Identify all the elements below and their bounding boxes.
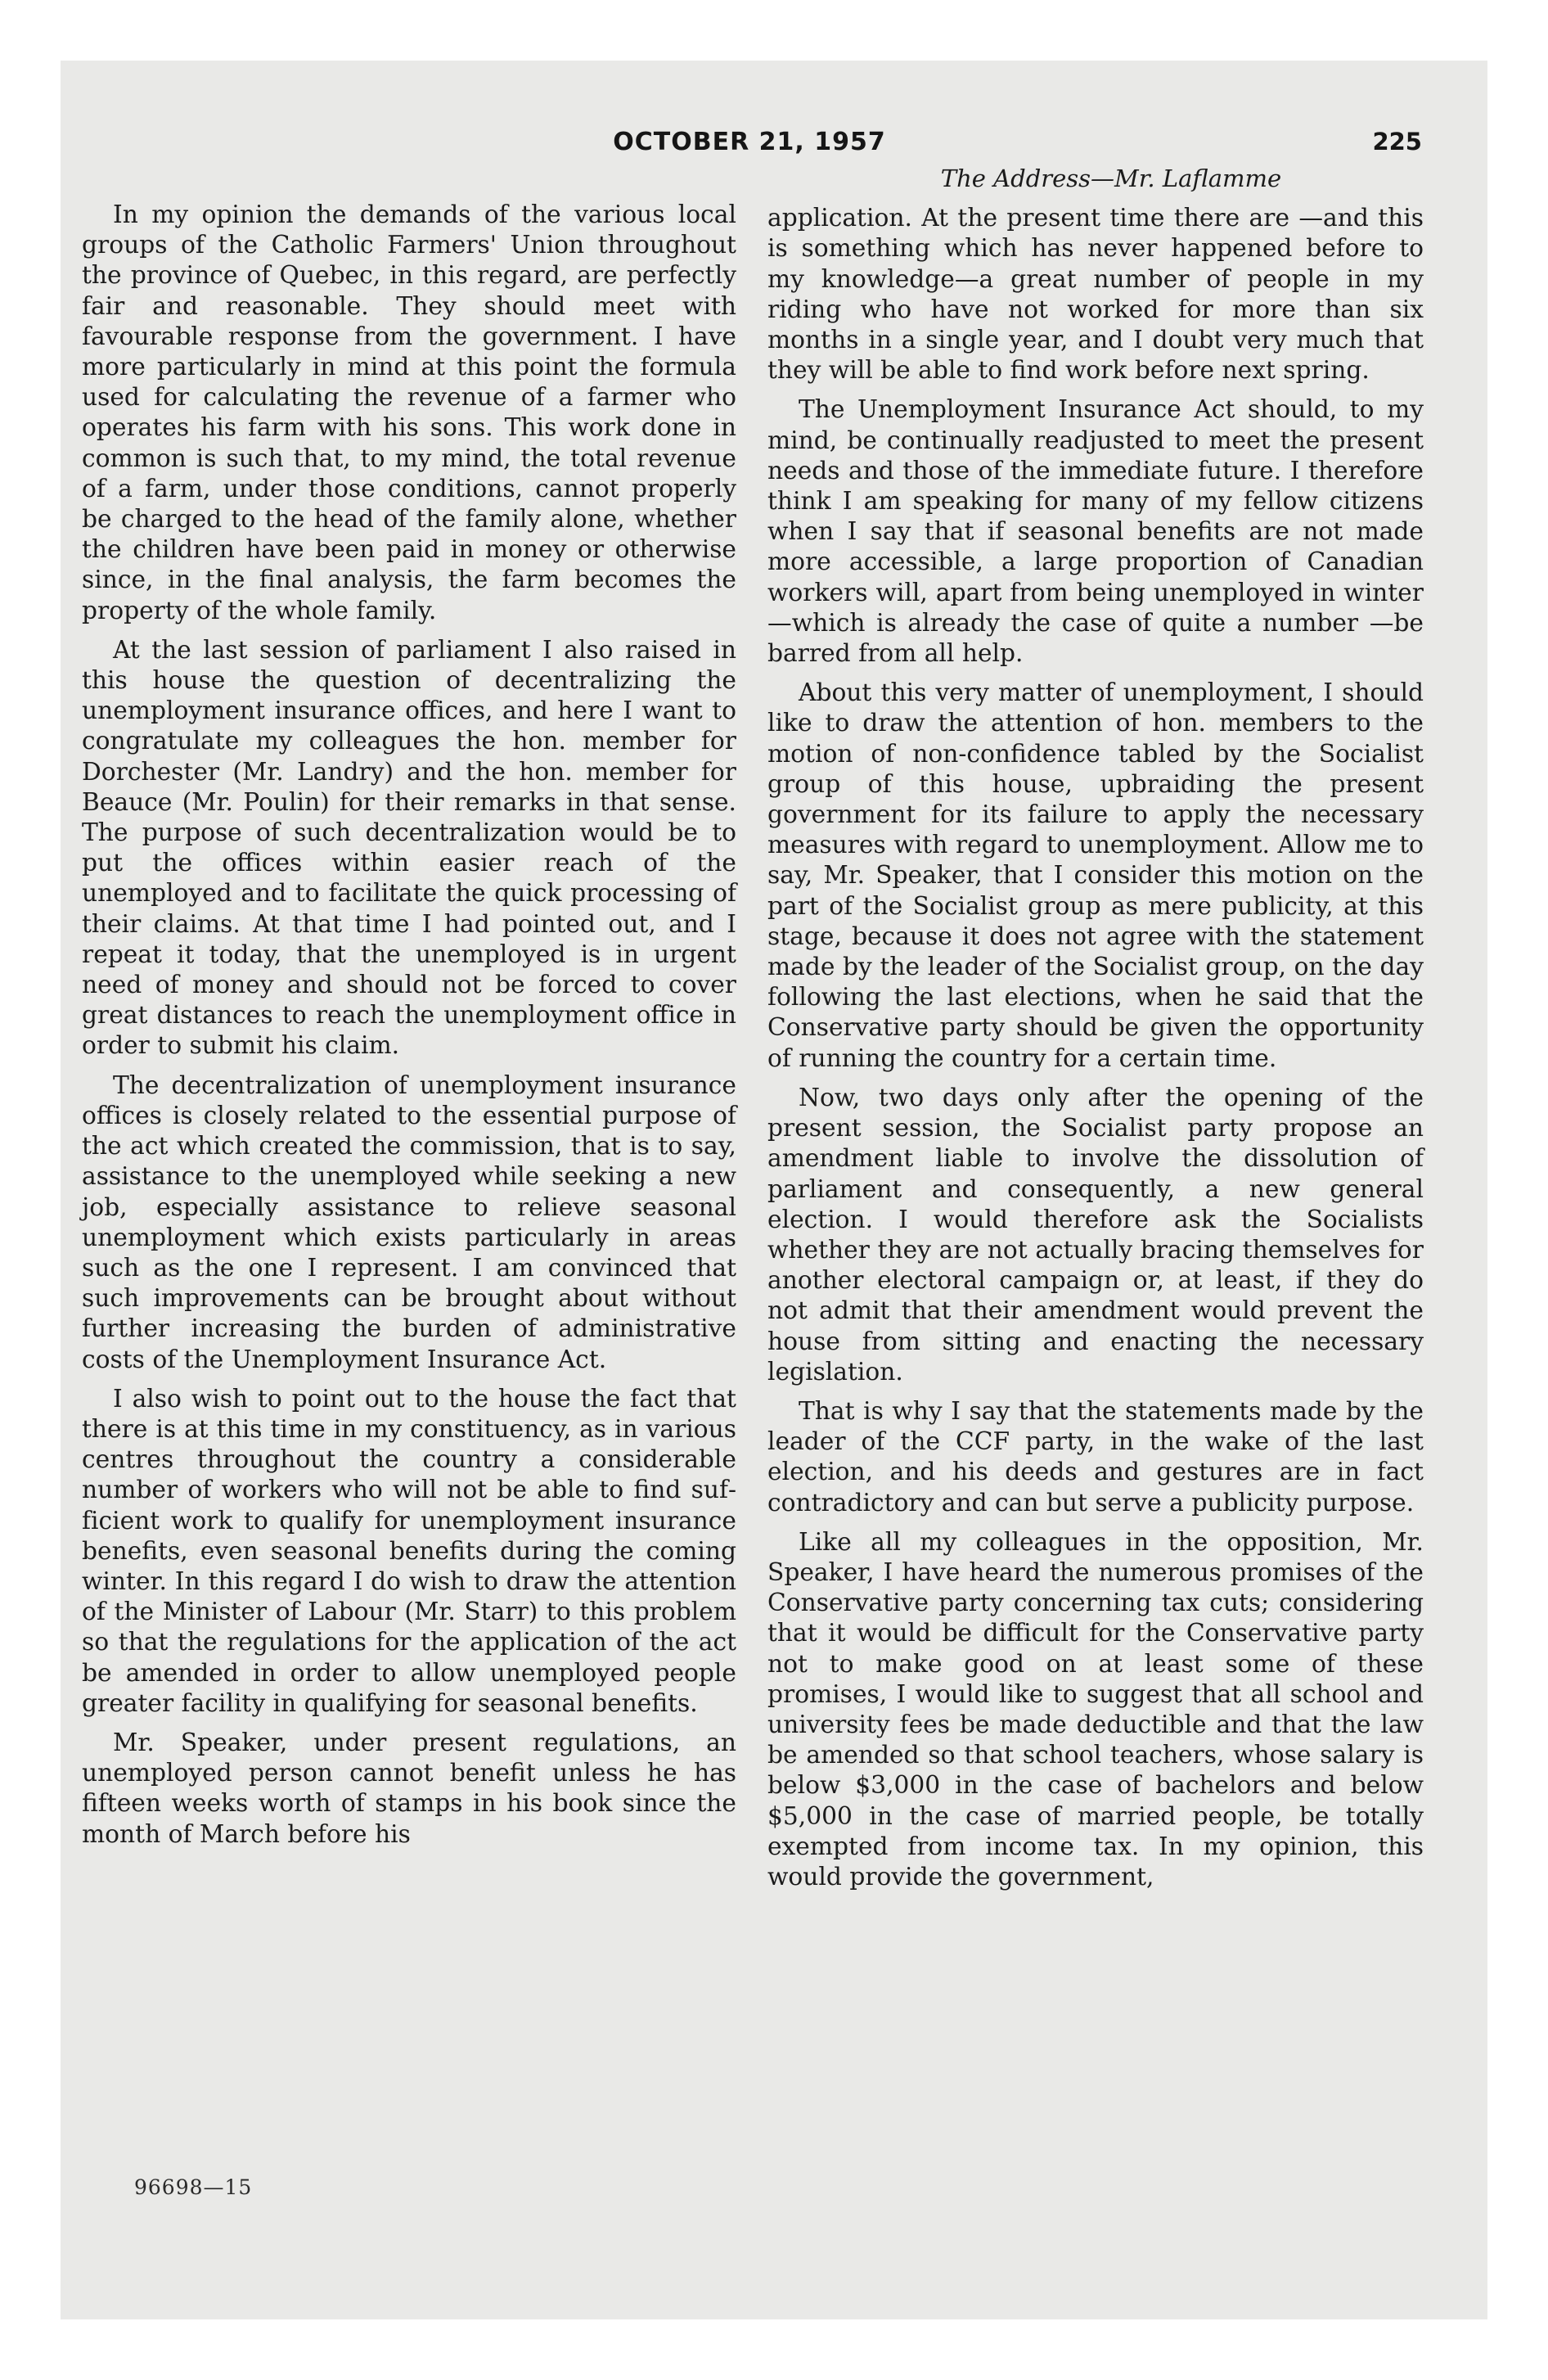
print-code: 96698—15 [134,2175,253,2199]
left-column [82,200,736,1859]
right-paragraph-1: The Unemployment Insurance Act should, to my mind, be continually readjusted to meet the present needs and those of the immediate future. I therefore think I am speaking for many of my fellow citizens when I say that if seasonal benefits are not made more accessible, a large proportion of Canadian workers will, apart from being unemployed in winter —which is already the case of quite a number —be barred from all help. [767,395,1424,669]
right-paragraph-2: About this very matter of unemployment, I should like to draw the attention of hon. members to the motion of non-confidence tabled by the Socialist group of this house, upbraiding the present government for its failure to apply the necessary measures with regard to unemployment. Allow me to say, Mr. Speaker, that I consider this motion on the part of the Socialist group as mere publicity, at this stage, because it does not agree with the statement made by the leader of the Socialist group, on the day following the last elections, when he said that the Conservative party should be given the opportunity of running the country for a certain time. [767,678,1424,1073]
right-paragraph-4: That is why I say that the statements made by the leader of the CCF party, in the wake of the last election, and his deeds and gestures are in fact contradictory and can but serve a publicity purpose. [767,1396,1424,1517]
left-paragraph-2: At the last session of parliament I also raised in this house the question of decentralizing the unemployment insurance offices, and here I want to congratulate my colleagues the hon. member for Dorchester (Mr. Landry) and the hon. member for Beauce (Mr. Poulin) for their remarks in that sense. The purpose of such decentralization would be to put the offices within easier reach of the unemployed and to facilitate the quick processing of their claims. At that time I had pointed out, and I repeat it today, that the unemployed is in urgent need of money and should not be forced to cover great distances to reach the unemployment office in order to submit his claim. [82,635,736,1061]
right-paragraph-continuation: application. At the present time there are —and this is something which has never happened before to my knowledge—a great number of people in my riding who have not worked for more than six months in a single year, and I doubt very much that they will be able to find work before next spring. [767,204,1424,385]
right-paragraph-5: Like all my colleagues in the opposition, Mr. Speaker, I have heard the numerous promises of the Conservative party concerning tax cuts; considering that it would be difficult for the Conservative party not to make good on at least some of these promises, I would like to suggest that all school and university fees be made deductible and that the law be amended so that school teachers, whose salary is below $3,000 in the case of bachelors and below $5,000 in the case of married people, be totally exempted from income tax. In my opinion, this would provide the government, [767,1527,1424,1891]
page-date: OCTOBER 21, 1957 [613,128,886,156]
page-header [79,128,1420,169]
left-paragraph-1: In my opinion the demands of the various local groups of the Catholic Farmers' Union throughout the province of Quebec, in this regard, are perfectly fair and reasonable. They should meet with favourable response from the government. I have more particularly in mind at this point the formula used for calculating the revenue of a farmer who operates his farm with his sons. This work done in common is such that, to my mind, the total revenue of a farm, under those conditions, cannot properly be charged to the head of the family alone, whether the children have been paid in money or otherwise since, in the final analysis, the farm becomes the property of the whole family. [82,201,736,625]
right-column [767,164,1424,1901]
page-number: 225 [1372,128,1422,156]
right-paragraph-3: Now, two days only after the opening of the present session, the Socialist party propose an amendment liable to involve the dissolution of parliament and consequently, a new general election. I would therefore ask the Socialists whether they are not actually bracing themselves for another electoral campaign or, at least, if they do not admit that their amendment would prevent the house from sitting and enacting the necessary legislation. [767,1083,1424,1386]
left-paragraph-4: I also wish to point out to the house the fact that there is at this time in my constituency, as in various centres throughout the country a considerable number of workers who will not be able to find sufficient work to qualify for unemployment insurance benefits, even seasonal benefits during the coming winter. In this regard I do wish to draw the attention of the Minister of Labour (Mr. Starr) to this problem so that the regulations for the application of the act be amended in order to allow unemployed people greater facility in qualifying for seasonal benefits. [82,1384,736,1718]
running-title: The Address—Mr. Laflamme [940,165,1282,192]
left-paragraph-5: Mr. Speaker, under present regulations, an unemployed person cannot benefit unless he has fifteen weeks worth of stamps in his book since the month of March before his [82,1728,736,1849]
left-paragraph-3: The decentralization of unemployment insurance offices is closely related to the essential purpose of the act which created the commission, that is to say, assistance to the unemployed while seeking a new job, especially assistance to relieve seasonal unemployment which exists particularly in areas such as the one I represent. I am convinced that such improvements can be brought about without further increasing the burden of administrative costs of the Unemployment Insurance Act. [82,1071,736,1374]
